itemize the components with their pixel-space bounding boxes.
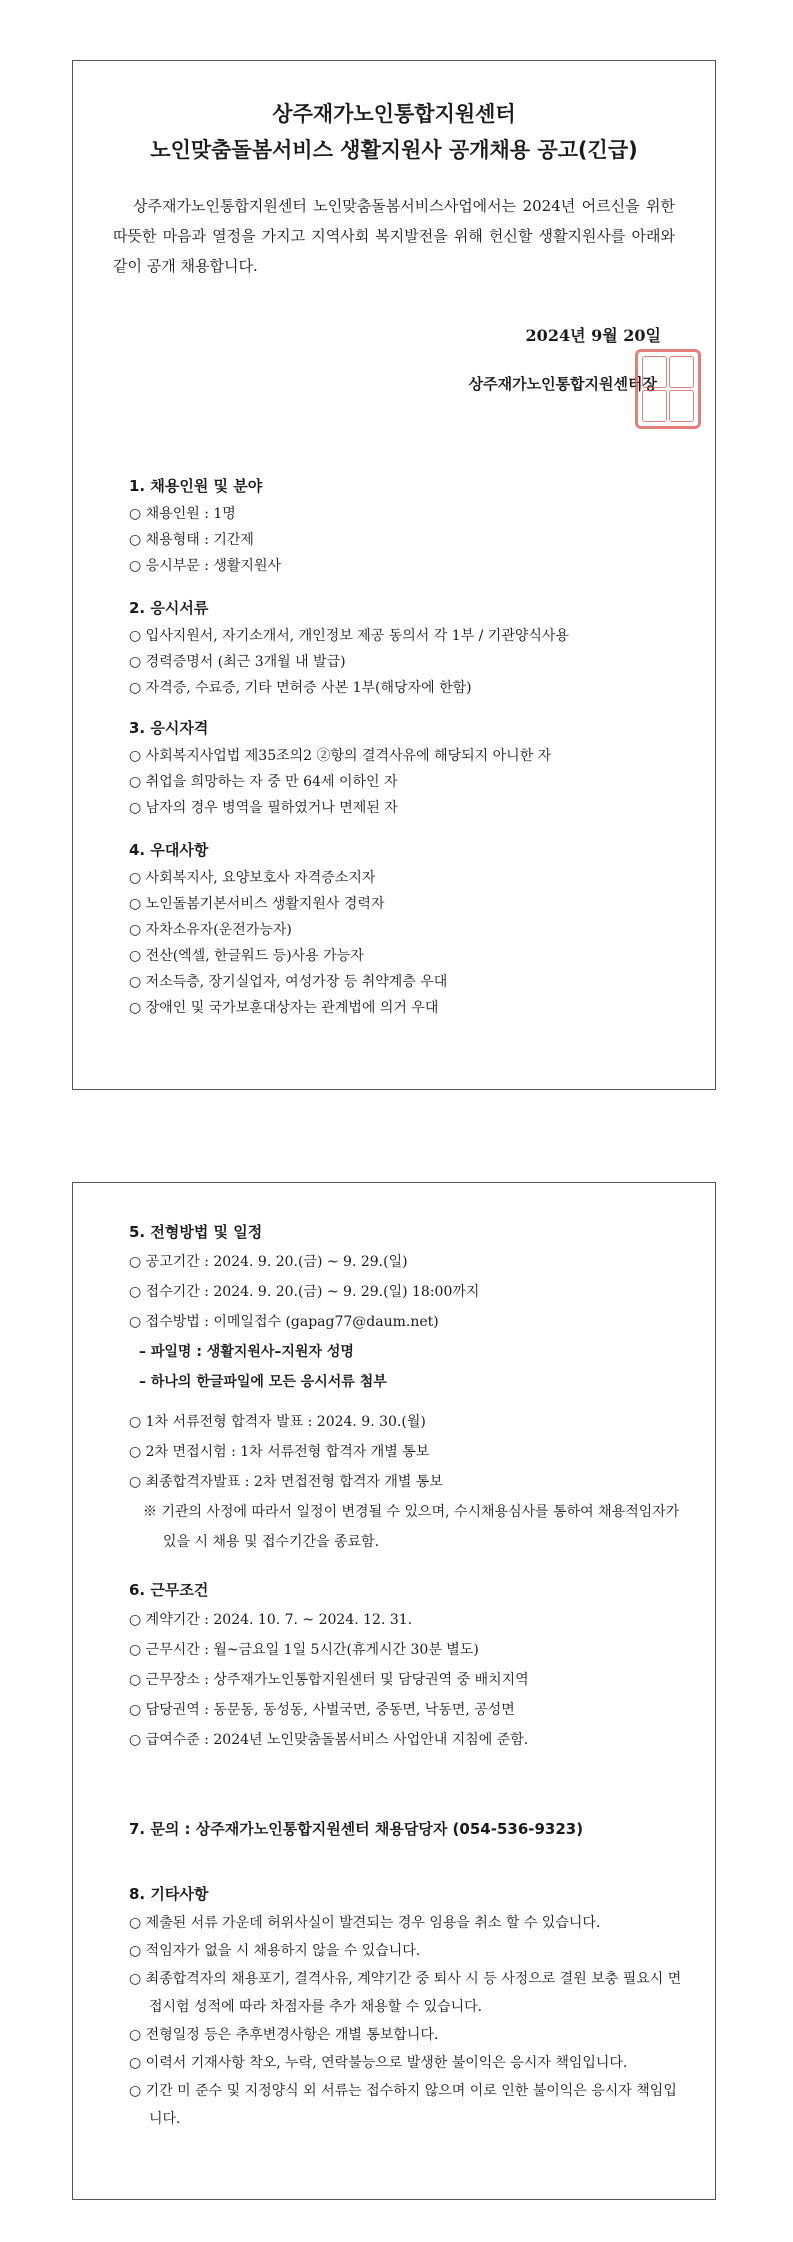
list-item: ○ 근무장소 : 상주재가노인통합지원센터 및 담당권역 중 배치지역 bbox=[129, 1672, 529, 1688]
notice-page-1 bbox=[72, 60, 716, 1090]
list-item: ○ 최종합격자발표 : 2차 면접전형 합격자 개별 통보 bbox=[129, 1474, 443, 1490]
list-item: ○ 근무시간 : 월~금요일 1일 5시간(휴게시간 30분 별도) bbox=[129, 1642, 479, 1658]
list-item: ○ 접수기간 : 2024. 9. 20.(금) ~ 9. 29.(일) 18:00까지 bbox=[129, 1284, 480, 1300]
list-item: ○ 취업을 희망하는 자 중 만 64세 이하인 자 bbox=[129, 774, 398, 790]
section-conditions bbox=[129, 1579, 685, 1755]
section-qualifications bbox=[129, 717, 685, 821]
section-heading: 8. 기타사항 bbox=[129, 1885, 209, 1903]
contact-info: 7. 문의 : 상주재가노인통합지원센터 채용담당자 (054-536-9323) bbox=[129, 1820, 584, 1838]
sub-item: – 하나의 한글파일에 모든 응시서류 첨부 bbox=[139, 1374, 387, 1390]
list-item: ○ 전산(엑셀, 한글워드 등)사용 가능자 bbox=[129, 948, 364, 964]
list-item: ○ 이력서 기재사항 착오, 누락, 연락불능으로 발생한 불이익은 응시자 책임입니다. bbox=[129, 2055, 628, 2071]
sub-item: – 파일명 : 생활지원사–지원자 성명 bbox=[139, 1344, 354, 1360]
list-item: ○ 급여수준 : 2024년 노인맞춤돌봄서비스 사업안내 지침에 준함. bbox=[129, 1732, 529, 1748]
list-item: ○ 적임자가 없을 시 채용하지 않을 수 있습니다. bbox=[129, 1943, 421, 1959]
notice-date: 2024년 9월 20일 bbox=[525, 326, 661, 345]
list-item: ○ 채용형태 : 기간제 bbox=[129, 532, 254, 548]
list-item: ○ 입사지원서, 자기소개서, 개인정보 제공 동의서 각 1부 / 기관양식사용 bbox=[129, 628, 569, 644]
list-item: ○ 응시부문 : 생활지원사 bbox=[129, 558, 281, 574]
list-item: ○ 채용인원 : 1명 bbox=[129, 506, 236, 522]
section-preferences bbox=[129, 839, 685, 1021]
list-item: ○ 저소득층, 장기실업자, 여성가장 등 취약계층 우대 bbox=[129, 974, 448, 990]
section-heading: 3. 응시자격 bbox=[129, 719, 209, 737]
list-item: ○ 사회복지사업법 제35조의2 ②항의 결격사유에 해당되지 아니한 자 bbox=[129, 748, 552, 764]
list-item: ○ 경력증명서 (최근 3개월 내 발급) bbox=[129, 654, 346, 670]
list-item: ○ 계약기간 : 2024. 10. 7. ~ 2024. 12. 31. bbox=[129, 1612, 413, 1628]
list-item: ○ 사회복지사, 요양보호사 자격증소지자 bbox=[129, 870, 376, 886]
list-item: ○ 최종합격자의 채용포기, 결격사유, 계약기간 중 퇴사 시 등 사정으로 결원 보충 필요시 면접시험 성적에 따라 차점자를 추가 채용할 수 있습니다. bbox=[129, 1971, 682, 2015]
list-item: ○ 장애인 및 국가보훈대상자는 관계법에 의거 우대 bbox=[129, 1000, 439, 1016]
list-item: ○ 남자의 경우 병역을 필하였거나 면제된 자 bbox=[129, 800, 398, 816]
official-seal-icon bbox=[635, 349, 701, 429]
list-item: ○ 제출된 서류 가운데 허위사실이 발견되는 경우 임용을 취소 할 수 있습니다. bbox=[129, 1915, 601, 1931]
signer: 상주재가노인통합지원센터장 bbox=[468, 375, 657, 393]
list-item: ○ 자격증, 수료증, 기타 면허증 사본 1부(해당자에 한함) bbox=[129, 680, 472, 696]
list-item: ○ 접수방법 : 이메일접수 (gapag77@daum.net) bbox=[129, 1314, 439, 1330]
section-documents bbox=[129, 597, 685, 701]
list-item: ○ 기간 미 준수 및 지정양식 외 서류는 접수하지 않으며 이로 인한 불이익은 응시자 책임입니다. bbox=[129, 2083, 677, 2127]
section-misc bbox=[129, 1883, 685, 2133]
notice-page-2 bbox=[72, 1182, 716, 2200]
section-schedule bbox=[129, 1221, 685, 1557]
list-item: ○ 담당권역 : 동문동, 동성동, 사벌국면, 중동면, 낙동면, 공성면 bbox=[129, 1702, 515, 1718]
list-item: ○ 자차소유자(운전가능자) bbox=[129, 922, 292, 938]
org-title: 상주재가노인통합지원센터 bbox=[272, 102, 516, 126]
schedule-note: ※ 기관의 사정에 따라서 일정이 변경될 수 있으며, 수시채용심사를 통하여 채용적임자가 있을 시 채용 및 접수기간을 종료함. bbox=[143, 1504, 680, 1550]
list-item: ○ 2차 면접시험 : 1차 서류전형 합격자 개별 통보 bbox=[129, 1444, 430, 1460]
section-recruitment bbox=[129, 475, 685, 579]
intro-paragraph: 상주재가노인통합지원센터 노인맞춤돌봄서비스사업에서는 2024년 어르신을 위한 따뜻한 마음과 열정을 가지고 지역사회 복지발전을 위해 헌신할 생활지원사를 아래와 같이 공개 채용합니다. bbox=[113, 197, 675, 275]
list-item: ○ 1차 서류전형 합격자 발표 : 2024. 9. 30.(월) bbox=[129, 1414, 426, 1430]
section-heading: 5. 전형방법 및 일정 bbox=[129, 1223, 263, 1241]
list-item: ○ 노인돌봄기본서비스 생활지원사 경력자 bbox=[129, 896, 385, 912]
list-item: ○ 전형일정 등은 추후변경사항은 개별 통보합니다. bbox=[129, 2027, 439, 2043]
section-heading: 1. 채용인원 및 분야 bbox=[129, 477, 263, 495]
list-item: ○ 공고기간 : 2024. 9. 20.(금) ~ 9. 29.(일) bbox=[129, 1254, 408, 1270]
notice-title: 노인맞춤돌봄서비스 생활지원사 공개채용 공고(긴급) bbox=[150, 138, 638, 162]
section-heading: 4. 우대사항 bbox=[129, 841, 209, 859]
section-heading: 2. 응시서류 bbox=[129, 599, 209, 617]
section-heading: 6. 근무조건 bbox=[129, 1581, 209, 1599]
